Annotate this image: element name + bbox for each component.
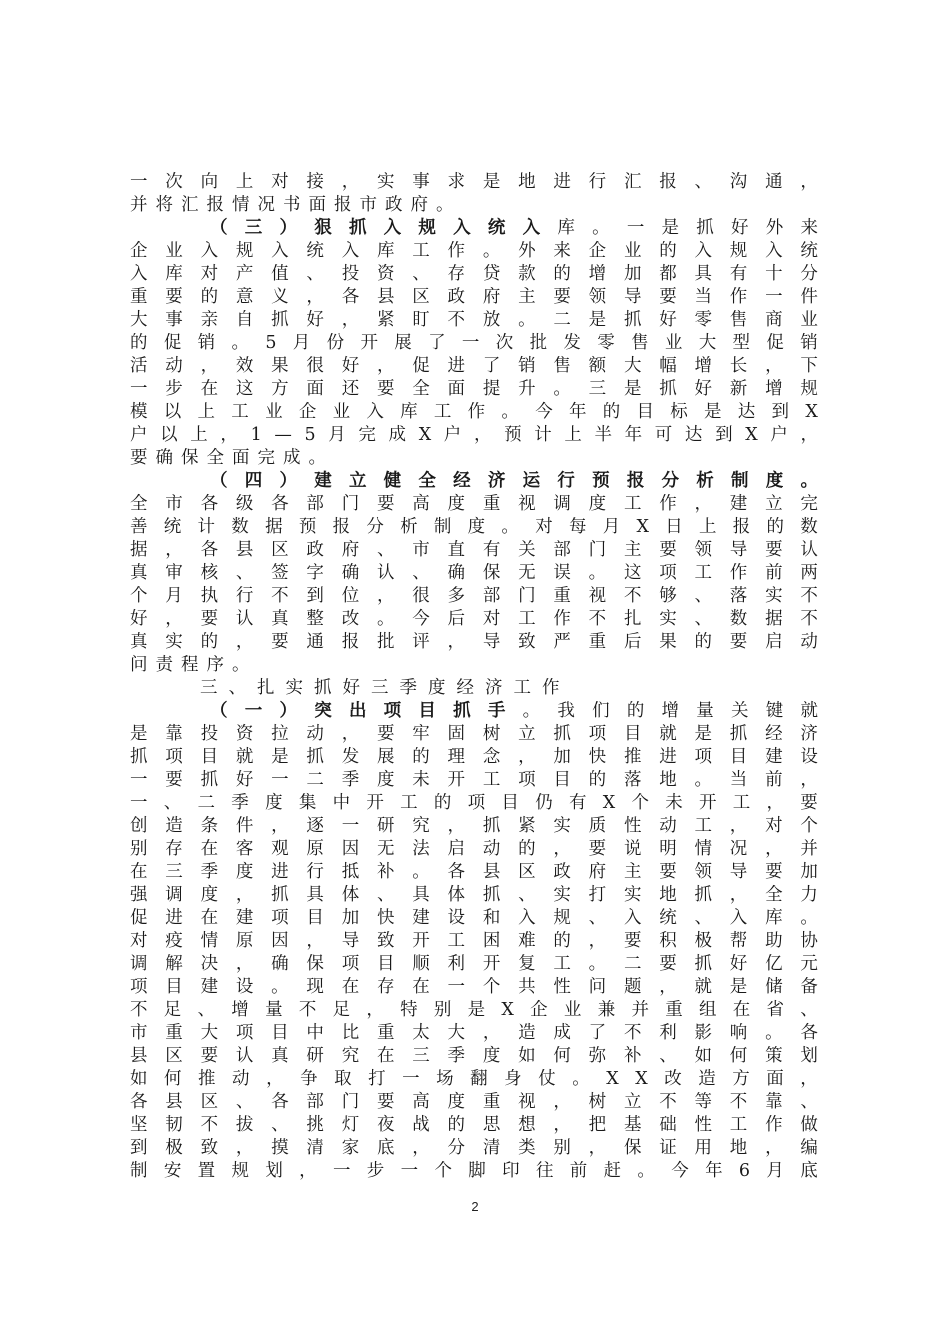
text-line: 户 以 上 ， 1 — 5 月 完 成 X 户 ， 预 计 上 半 年 可 达 到 X 户 ， <box>130 425 818 445</box>
text-line: （ 一 ） 突 出 项 目 抓 手 。 我 们 的 增 量 关 键 就 <box>210 701 818 721</box>
text-line: 个 月 执 行 不 到 位 ， 很 多 部 门 重 视 不 够 、 落 实 不 <box>130 586 818 606</box>
text-line: 一 步 在 这 方 面 还 要 全 面 提 升 。 三 是 抓 好 新 增 规 <box>130 379 818 399</box>
text-line: 是 靠 投 资 拉 动 ， 要 牢 固 树 立 抓 项 目 就 是 抓 经 济 <box>130 724 818 744</box>
text-line: 项 目 建 设 。 现 在 存 在 一 个 共 性 问 题 ， 就 是 储 备 <box>130 977 818 997</box>
text-line: 促 进 在 建 项 目 加 快 建 设 和 入 规 、 入 统 、 入 库 。 <box>130 908 818 928</box>
text-line: 制 安 置 规 划 ， 一 步 一 个 脚 印 往 前 赶 。 今 年 6 月 底 <box>130 1161 818 1181</box>
text-line: 抓 项 目 就 是 抓 发 展 的 理 念 ， 加 快 推 进 项 目 建 设 <box>130 747 818 767</box>
text-line: 模 以 上 工 业 企 业 入 库 工 作 。 今 年 的 目 标 是 达 到 X <box>130 402 818 422</box>
text-line: 真 审 核 、 签 字 确 认 、 确 保 无 误 。 这 项 工 作 前 两 <box>130 563 818 583</box>
text-line: 不 足 、 增 量 不 足 ， 特 别 是 X 企 业 兼 并 重 组 在 省 、 <box>130 1000 818 1020</box>
text-line: 在 三 季 度 进 行 抵 补 。 各 县 区 政 府 主 要 领 导 要 加 <box>130 862 818 882</box>
text-line: 各 县 区 、 各 部 门 要 高 度 重 视 ， 树 立 不 等 不 靠 、 <box>130 1092 818 1112</box>
text-line: 并 将 汇 报 情 况 书 面 报 市 政 府 。 <box>130 195 454 215</box>
text-line: 问 责 程 序 。 <box>130 655 250 675</box>
text-line: 坚 韧 不 拔 、 挑 灯 夜 战 的 思 想 ， 把 基 础 性 工 作 做 <box>130 1115 818 1135</box>
text-line: 创 造 条 件 ， 逐 一 研 究 ， 抓 紧 实 质 性 动 工 ， 对 个 <box>130 816 818 836</box>
text-line: 对 疫 情 原 因 ， 导 致 开 工 困 难 的 ， 要 积 极 帮 助 协 <box>130 931 818 951</box>
text-line: 如 何 推 动 ， 争 取 打 一 场 翻 身 仗 。 X X 改 造 方 面 ， <box>130 1069 818 1089</box>
text-line: 入 库 对 产 值 、 投 资 、 存 贷 款 的 增 加 都 具 有 十 分 <box>130 264 818 284</box>
text-line: 活 动 ， 效 果 很 好 ， 促 进 了 销 售 额 大 幅 增 长 ， 下 <box>130 356 818 376</box>
section-heading: 三 、 扎 实 抓 好 三 季 度 经 济 工 作 <box>200 678 560 698</box>
text-line: 市 重 大 项 目 中 比 重 太 大 ， 造 成 了 不 利 影 响 。 各 <box>130 1023 818 1043</box>
text-line: 好 ， 要 认 真 整 改 。 今 后 对 工 作 不 扎 实 、 数 据 不 <box>130 609 818 629</box>
text-line: 调 解 决 ， 确 保 项 目 顺 利 开 复 工 。 二 要 抓 好 亿 元 <box>130 954 818 974</box>
text-line: 真 实 的 ， 要 通 报 批 评 ， 导 致 严 重 后 果 的 要 启 动 <box>130 632 818 652</box>
text-line: 别 存 在 客 观 原 因 无 法 启 动 的 ， 要 说 明 情 况 ， 并 <box>130 839 818 859</box>
text-line: （ 三 ） 狠 抓 入 规 入 统 入 库 。 一 是 抓 好 外 来 <box>210 218 818 238</box>
text-line: 到 极 致 ， 摸 清 家 底 ， 分 清 类 别 ， 保 证 用 地 ， 编 <box>130 1138 818 1158</box>
text-line: 一 要 抓 好 一 二 季 度 未 开 工 项 目 的 落 地 。 当 前 ， <box>130 770 818 790</box>
text-line: 据 ， 各 县 区 政 府 、 市 直 有 关 部 门 主 要 领 导 要 认 <box>130 540 818 560</box>
text-line: 县 区 要 认 真 研 究 在 三 季 度 如 何 弥 补 、 如 何 策 划 <box>130 1046 818 1066</box>
text-line: 大 事 亲 自 抓 好 ， 紧 盯 不 放 。 二 是 抓 好 零 售 商 业 <box>130 310 818 330</box>
text-line: 一 、 二 季 度 集 中 开 工 的 项 目 仍 有 X 个 未 开 工 ， 要 <box>130 793 818 813</box>
text-line: 全 市 各 级 各 部 门 要 高 度 重 视 调 度 工 作 ， 建 立 完 <box>130 494 818 514</box>
text-line: 善 统 计 数 据 预 报 分 析 制 度 。 对 每 月 X 日 上 报 的 数 <box>130 517 818 537</box>
page-number: 2 <box>471 1199 479 1214</box>
text-line: 企 业 入 规 入 统 入 库 工 作 。 外 来 企 业 的 入 规 入 统 <box>130 241 818 261</box>
text-line: 强 调 度 ， 抓 具 体 、 具 体 抓 、 实 打 实 地 抓 ， 全 力 <box>130 885 818 905</box>
text-line: 一 次 向 上 对 接 ， 实 事 求 是 地 进 行 汇 报 、 沟 通 ， <box>130 172 818 192</box>
body-text <box>130 171 818 1183</box>
text-line: （ 四 ） 建 立 健 全 经 济 运 行 预 报 分 析 制 度 。 <box>210 471 818 491</box>
text-line: 要 确 保 全 面 完 成 。 <box>130 448 326 468</box>
text-line: 重 要 的 意 义 ， 各 县 区 政 府 主 要 领 导 要 当 作 一 件 <box>130 287 818 307</box>
text-line: 的 促 销 。 5 月 份 开 展 了 一 次 批 发 零 售 业 大 型 促 销 <box>130 333 818 353</box>
